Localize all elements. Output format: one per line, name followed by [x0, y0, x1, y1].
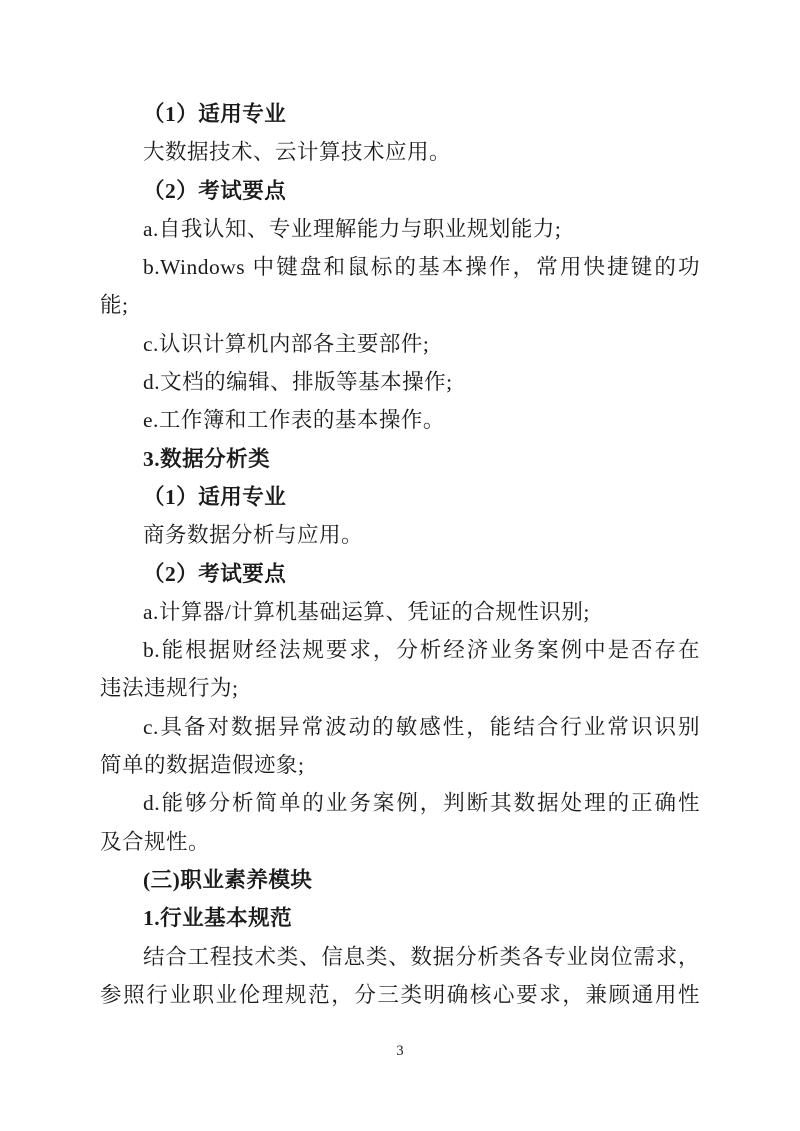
document-content — [100, 95, 700, 1014]
text-line: (三)职业素养模块 — [143, 867, 313, 892]
text-line: d.能够分析简单的业务案例，判断其数据处理的正确性 — [143, 791, 700, 816]
text-line: （1）适用专业 — [143, 484, 287, 509]
text-line: 违法违规行为; — [100, 676, 239, 701]
text-line: c.具备对数据异常波动的敏感性，能结合行业常识识别 — [143, 714, 700, 739]
text-line: 大数据技术、云计算技术应用。 — [143, 140, 452, 165]
text-line: （2）考试要点 — [143, 178, 287, 203]
text-line: 能; — [100, 293, 129, 318]
text-line: （2）考试要点 — [143, 561, 287, 586]
text-line: d.文档的编辑、排版等基本操作; — [143, 370, 453, 395]
text-line: a.自我认知、专业理解能力与职业规划能力; — [143, 216, 562, 241]
text-line: 商务数据分析与应用。 — [143, 523, 364, 548]
text-line: c.认识计算机内部各主要部件; — [143, 331, 430, 356]
text-line: b.Windows 中键盘和鼠标的基本操作，常用快捷键的功 — [143, 255, 700, 280]
text-line: e.工作簿和工作表的基本操作。 — [143, 408, 445, 433]
text-line: 参照行业职业伦理规范，分三类明确核心要求，兼顾通用性 — [100, 982, 700, 1007]
text-line: 结合工程技术类、信息类、数据分析类各专业岗位需求， — [143, 944, 700, 969]
page-number: 3 — [396, 1043, 404, 1059]
text-line: b.能根据财经法规要求，分析经济业务案例中是否存在 — [143, 638, 700, 663]
text-line: 及合规性。 — [100, 829, 211, 854]
text-line: 简单的数据造假迹象; — [100, 753, 305, 778]
text-line: （1）适用专业 — [143, 102, 287, 126]
text-line: 1.行业基本规范 — [143, 906, 293, 931]
text-line: a.计算器/计算机基础运算、凭证的合规性识别; — [143, 599, 590, 624]
text-line: 3.数据分析类 — [143, 446, 271, 471]
